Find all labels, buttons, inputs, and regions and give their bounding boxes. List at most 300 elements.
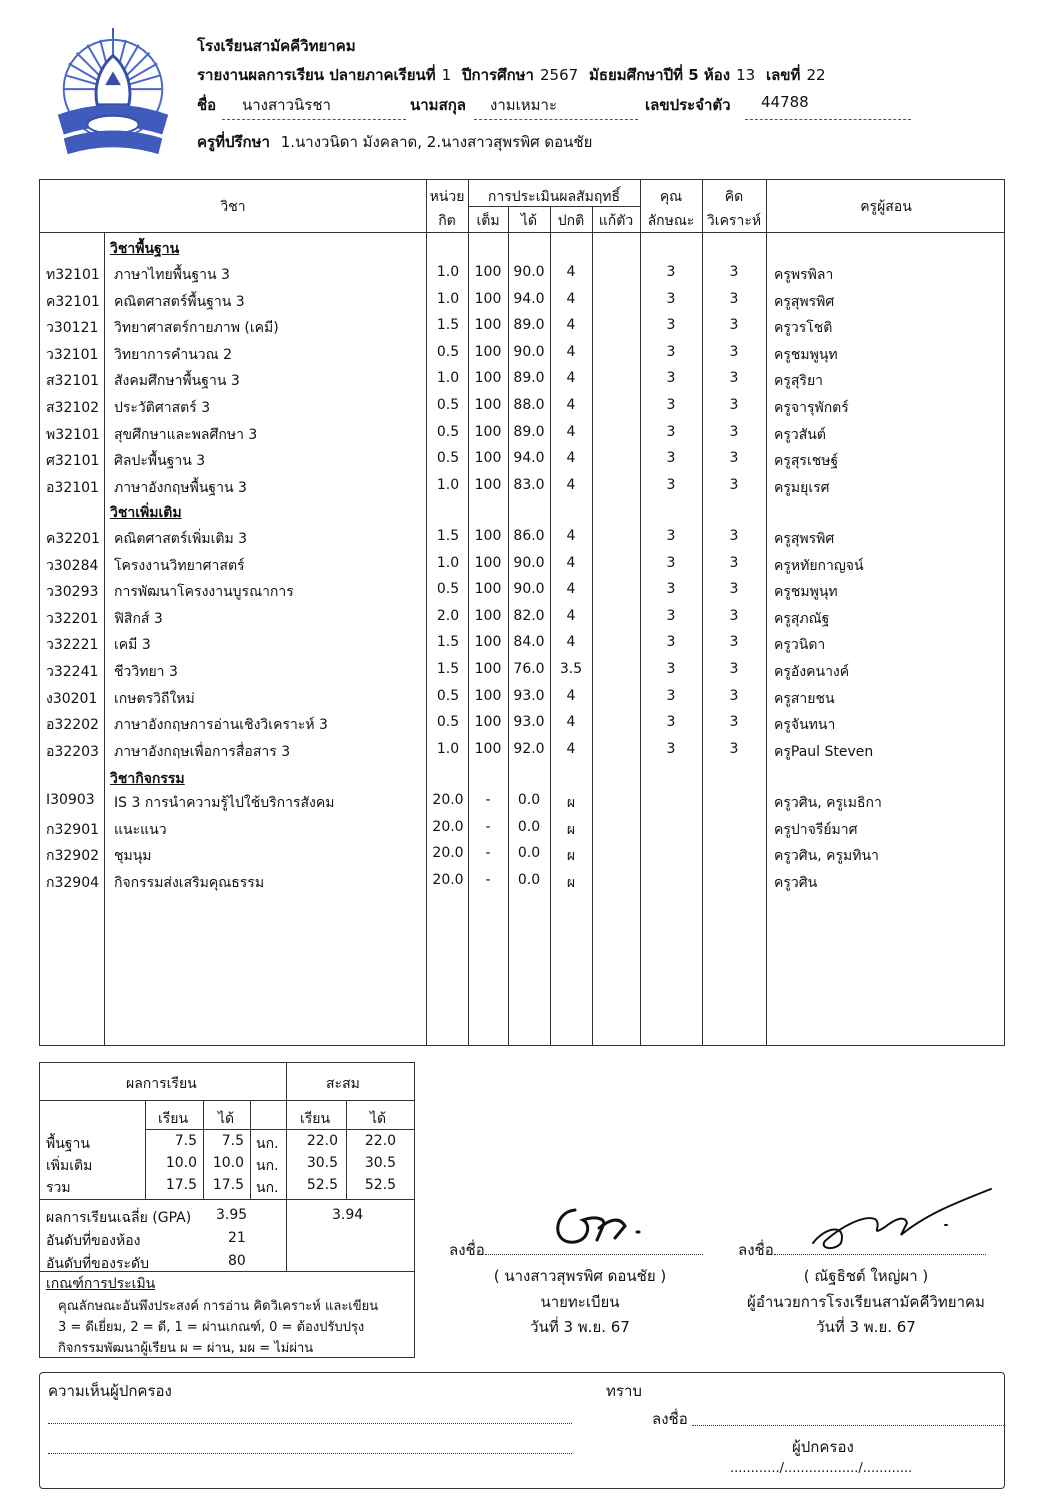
subject-code: ส32101 bbox=[46, 373, 100, 390]
score-full: 100 bbox=[474, 290, 502, 307]
number-label: เลขที่ bbox=[765, 66, 801, 84]
summary-cum-got: 30.5 bbox=[364, 1155, 396, 1171]
grade-thinking: 3 bbox=[729, 397, 739, 413]
subject-credit: 1.0 bbox=[436, 554, 460, 571]
table-row bbox=[40, 841, 1006, 867]
summary-got: 17.5 bbox=[212, 1177, 244, 1193]
subject-credit: 1.5 bbox=[436, 528, 460, 544]
director-dotline bbox=[774, 1238, 986, 1255]
score-full: - bbox=[485, 792, 491, 808]
subject-credit: 1.0 bbox=[436, 290, 460, 307]
parent-date-line[interactable]: ............/................../............ bbox=[730, 1461, 913, 1476]
subject-credit: 1.5 bbox=[436, 661, 460, 677]
rank-level-value: 80 bbox=[228, 1253, 246, 1269]
grade-normal: ผ bbox=[566, 795, 576, 811]
grade-characteristic: 3 bbox=[666, 317, 676, 334]
subject-credit: 0.5 bbox=[436, 581, 460, 598]
score-full: - bbox=[485, 845, 491, 862]
score-full: 100 bbox=[474, 397, 502, 413]
grade-thinking: 3 bbox=[729, 581, 739, 598]
teacher-name: ครูสุรเชษฐ์ bbox=[774, 453, 839, 470]
score-got: 82.0 bbox=[513, 607, 545, 624]
criteria-title: เกณฑ์การประเมิน bbox=[46, 1276, 156, 1292]
score-got: 90.0 bbox=[513, 343, 545, 360]
subject-code: ว32241 bbox=[46, 664, 99, 680]
score-got: 88.0 bbox=[513, 397, 545, 413]
teacher-name: ครูจันทนา bbox=[774, 717, 836, 734]
grade-thinking: 3 bbox=[729, 740, 739, 757]
subject-code: ก32902 bbox=[46, 848, 100, 865]
grade-characteristic: 3 bbox=[666, 528, 676, 544]
table-row bbox=[40, 260, 1006, 286]
year-label: ปีการศึกษา bbox=[461, 66, 534, 84]
score-full: 100 bbox=[474, 714, 502, 731]
subject-credit: 1.5 bbox=[436, 317, 460, 334]
subject-credit: 20.0 bbox=[432, 845, 464, 862]
grade-normal: ผ bbox=[566, 874, 576, 891]
summary-studied: 7.5 bbox=[174, 1133, 197, 1149]
parent-role: ผู้ปกครอง bbox=[792, 1438, 854, 1456]
grade-normal: 4 bbox=[566, 450, 576, 467]
parent-opinion-box bbox=[39, 1372, 1005, 1489]
subject-name: IS 3 การนำความรู้ไปใช้บริการสังคม bbox=[114, 795, 335, 811]
teacher-name: ครูหทัยกาญจน์ bbox=[774, 557, 864, 574]
grade-normal: 3.5 bbox=[559, 661, 583, 677]
rank-room-value: 21 bbox=[228, 1230, 246, 1246]
subject-credit: 2.0 bbox=[436, 607, 460, 624]
summary-studied: 10.0 bbox=[165, 1155, 197, 1171]
summary-cum-got: 22.0 bbox=[364, 1133, 396, 1149]
score-got: 86.0 bbox=[513, 528, 545, 544]
subject-code: ท32101 bbox=[46, 267, 100, 283]
year: 2567 bbox=[539, 66, 579, 84]
room: 13 bbox=[736, 66, 756, 84]
grade-thinking: 3 bbox=[729, 370, 739, 387]
table-row bbox=[40, 788, 1006, 814]
score-got: 0.0 bbox=[517, 818, 541, 835]
score-got: 76.0 bbox=[513, 661, 545, 677]
registrar-role: นายทะเบียน bbox=[540, 1293, 620, 1311]
table-row bbox=[40, 604, 1006, 630]
subject-name: คณิตศาสตร์พื้นฐาน 3 bbox=[114, 293, 245, 310]
score-full: 100 bbox=[474, 581, 502, 598]
score-full: 100 bbox=[474, 450, 502, 467]
score-got: 93.0 bbox=[513, 687, 545, 704]
header-full: เต็ม bbox=[476, 213, 500, 229]
gpa-value: 3.95 bbox=[216, 1207, 248, 1223]
subject-code: ว30121 bbox=[46, 320, 99, 337]
student-id: 44788 bbox=[761, 93, 809, 111]
table-row bbox=[40, 340, 1006, 366]
grade-characteristic: 3 bbox=[666, 740, 676, 757]
header-char-1: คุณ bbox=[659, 189, 683, 205]
subject-credit: 1.0 bbox=[436, 264, 460, 280]
registrar-date: วันที่ 3 พ.ย. 67 bbox=[530, 1318, 630, 1336]
subject-code: ง30201 bbox=[46, 690, 98, 707]
subject-name: ภาษาอังกฤษการอ่านเชิงวิเคราะห์ 3 bbox=[114, 717, 328, 734]
school-name: โรงเรียนสามัคคีวิทยาคม bbox=[197, 37, 356, 55]
grade-thinking: 3 bbox=[729, 290, 739, 307]
subject-name: แนะแนว bbox=[114, 821, 167, 838]
score-got: 0.0 bbox=[517, 845, 541, 862]
table-row bbox=[40, 524, 1006, 550]
teacher-name: ครูวรโชติ bbox=[774, 320, 833, 337]
subject-name: สังคมศึกษาพื้นฐาน 3 bbox=[114, 373, 240, 390]
score-full: 100 bbox=[474, 370, 502, 387]
criteria-line-2: 3 = ดีเยี่ยม, 2 = ดี, 1 = ผ่านเกณฑ์, 0 = ต้องปรับปรุง bbox=[58, 1320, 365, 1335]
score-full: 100 bbox=[474, 343, 502, 360]
parent-sign-label: ลงชื่อ bbox=[652, 1410, 688, 1428]
table-row bbox=[40, 710, 1006, 736]
header-credit-2: กิต bbox=[438, 213, 456, 229]
subject-code: ค32101 bbox=[46, 293, 100, 310]
score-got: 89.0 bbox=[513, 370, 545, 387]
registrar-dotline bbox=[485, 1238, 703, 1255]
grade-thinking: 3 bbox=[729, 634, 739, 651]
director-name: ( ณัฐธิชต์ ใหญ่ผา ) bbox=[803, 1267, 929, 1285]
score-got: 0.0 bbox=[517, 792, 541, 808]
header-think-1: คิด bbox=[724, 189, 744, 205]
grade-thinking: 3 bbox=[729, 343, 739, 360]
got-header: ได้ bbox=[218, 1111, 235, 1127]
table-row bbox=[40, 473, 1006, 499]
subject-name: เคมี 3 bbox=[114, 637, 151, 654]
subject-name: ชีววิทยา 3 bbox=[114, 664, 178, 680]
score-full: 100 bbox=[474, 607, 502, 624]
table-row bbox=[40, 737, 1006, 763]
grade-characteristic: 3 bbox=[666, 290, 676, 307]
cum-studied-header: เรียน bbox=[300, 1111, 331, 1127]
grade-thinking: 3 bbox=[729, 661, 739, 677]
grade-thinking: 3 bbox=[729, 450, 739, 467]
teacher-name: ครูชมพูนุท bbox=[774, 584, 838, 601]
grade-characteristic: 3 bbox=[666, 343, 676, 360]
registrar-sign-label: ลงชื่อ bbox=[449, 1241, 485, 1259]
grade-normal: ผ bbox=[566, 821, 576, 838]
grade-characteristic: 3 bbox=[666, 554, 676, 571]
grade-normal: ผ bbox=[566, 848, 576, 865]
summary-box bbox=[39, 1062, 415, 1358]
header-credit-1: หน่วย bbox=[429, 189, 465, 205]
summary-unit: นก. bbox=[256, 1180, 279, 1196]
registrar-name: ( นางสาวสุพรพิศ ดอนชัย ) bbox=[493, 1267, 667, 1285]
rank-level-label: อันดับที่ของระดับ bbox=[46, 1256, 150, 1272]
summary-got: 10.0 bbox=[212, 1155, 244, 1171]
subject-code: อ32202 bbox=[46, 717, 99, 734]
table-row bbox=[40, 577, 1006, 603]
subject-name: ภาษาไทยพื้นฐาน 3 bbox=[114, 267, 230, 283]
subject-credit: 1.0 bbox=[436, 370, 460, 387]
score-full: - bbox=[485, 818, 491, 835]
header-char-2: ลักษณะ bbox=[647, 213, 695, 229]
table-row bbox=[40, 815, 1006, 841]
subject-name: ชุมนุม bbox=[114, 848, 152, 865]
grade-thinking: 3 bbox=[729, 528, 739, 544]
grade-normal: 4 bbox=[566, 607, 576, 624]
grade-thinking: 3 bbox=[729, 714, 739, 731]
advisor-names: 1.นางวนิดา มังคลาด, 2.นางสาวสุพรพิศ ดอนชัย bbox=[280, 133, 593, 151]
subject-credit: 1.0 bbox=[436, 476, 460, 493]
subject-name: การพัฒนาโครงงานบูรณาการ bbox=[114, 584, 294, 601]
student-number: 22 bbox=[806, 66, 826, 84]
grade-normal: 4 bbox=[566, 528, 576, 544]
teacher-name: ครูPaul Steven bbox=[774, 743, 874, 760]
results-label: ผลการเรียน bbox=[126, 1076, 197, 1092]
table-row bbox=[40, 446, 1006, 472]
name-label: ชื่อ bbox=[197, 96, 217, 114]
score-full: - bbox=[485, 871, 491, 888]
grade-characteristic: 3 bbox=[666, 264, 676, 280]
score-full: 100 bbox=[474, 476, 502, 493]
grade-normal: 4 bbox=[566, 370, 576, 387]
score-got: 90.0 bbox=[513, 554, 545, 571]
score-got: 84.0 bbox=[513, 634, 545, 651]
table-row bbox=[40, 313, 1006, 339]
header-think-2: วิเคราะห์ bbox=[706, 213, 762, 229]
teacher-name: ครูปาจรีย์มาศ bbox=[774, 821, 858, 838]
summary-cum-got: 52.5 bbox=[364, 1177, 396, 1193]
header-got: ได้ bbox=[520, 213, 538, 229]
teacher-name: ครูวสันต์ bbox=[774, 426, 826, 443]
subject-name: เกษตรวิถีใหม่ bbox=[114, 690, 195, 707]
student-name: นางสาวนิรชา bbox=[242, 96, 331, 114]
report-title bbox=[197, 63, 832, 87]
cum-gpa-value: 3.94 bbox=[332, 1207, 364, 1223]
score-got: 83.0 bbox=[513, 476, 545, 493]
subject-credit: 0.5 bbox=[436, 397, 460, 413]
subject-name: ฟิสิกส์ 3 bbox=[114, 610, 163, 627]
score-full: 100 bbox=[474, 528, 502, 544]
subject-code: ก32901 bbox=[46, 821, 100, 838]
table-row bbox=[40, 551, 1006, 577]
grade-thinking: 3 bbox=[729, 264, 739, 280]
header-normal: ปกติ bbox=[557, 213, 585, 229]
subject-credit: 1.0 bbox=[436, 740, 460, 757]
parent-opinion-line-2[interactable] bbox=[48, 1437, 572, 1454]
term: 1 bbox=[441, 66, 452, 84]
summary-studied: 17.5 bbox=[165, 1177, 197, 1193]
subject-code: ว30284 bbox=[46, 557, 99, 574]
subject-code: ค32201 bbox=[46, 531, 100, 547]
id-field bbox=[745, 93, 911, 120]
parent-ack-label: ทราบ bbox=[606, 1382, 642, 1400]
director-date: วันที่ 3 พ.ย. 67 bbox=[816, 1318, 916, 1336]
criteria-line-1: คุณลักษณะอันพึงประสงค์ การอ่าน คิดวิเคราะห์ และเขียน bbox=[58, 1299, 379, 1314]
category-additional: วิชาเพิ่มเติม bbox=[110, 505, 182, 521]
table-row bbox=[40, 393, 1006, 419]
subject-credit: 0.5 bbox=[436, 687, 460, 704]
score-full: 100 bbox=[474, 661, 502, 677]
parent-opinion-label: ความเห็นผู้ปกครอง bbox=[48, 1382, 172, 1400]
summary-cum-studied: 30.5 bbox=[306, 1155, 338, 1171]
table-row bbox=[40, 657, 1006, 683]
header-fix: แก้ตัว bbox=[598, 213, 634, 229]
summary-cum-studied: 52.5 bbox=[306, 1177, 338, 1193]
grade-normal: 4 bbox=[566, 290, 576, 307]
id-label: เลขประจำตัว bbox=[645, 96, 731, 114]
criteria-line-3: กิจกรรมพัฒนาผู้เรียน ผ = ผ่าน, มผ = ไม่ผ่าน bbox=[58, 1341, 314, 1356]
score-got: 89.0 bbox=[513, 423, 545, 440]
category-basic: วิชาพื้นฐาน bbox=[110, 241, 180, 257]
teacher-name: ครูวนิดา bbox=[774, 637, 826, 654]
table-row bbox=[40, 684, 1006, 710]
subject-credit: 0.5 bbox=[436, 450, 460, 467]
parent-opinion-line-1[interactable] bbox=[48, 1407, 572, 1424]
teacher-name: ครูสายชน bbox=[774, 690, 835, 707]
subject-name: ศิลปะพื้นฐาน 3 bbox=[114, 453, 206, 470]
teacher-name: ครูสุพรพิศ bbox=[774, 531, 835, 547]
director-role: ผู้อำนวยการโรงเรียนสามัคคีวิทยาคม bbox=[747, 1293, 985, 1311]
score-got: 94.0 bbox=[513, 450, 545, 467]
score-got: 90.0 bbox=[513, 581, 545, 598]
score-got: 0.0 bbox=[517, 871, 541, 888]
score-got: 89.0 bbox=[513, 317, 545, 334]
subject-code: ศ32101 bbox=[46, 453, 100, 470]
subject-credit: 20.0 bbox=[432, 792, 464, 808]
cumulative-label: สะสม bbox=[326, 1076, 360, 1092]
subject-name: ภาษาอังกฤษพื้นฐาน 3 bbox=[114, 479, 247, 496]
teacher-name: ครูวศิน bbox=[774, 874, 818, 891]
subject-credit: 0.5 bbox=[436, 343, 460, 360]
summary-got: 7.5 bbox=[221, 1133, 244, 1149]
table-row bbox=[40, 287, 1006, 313]
grade-label: มัธยมศึกษาปีที่ 5 ห้อง bbox=[588, 66, 731, 84]
grade-characteristic: 3 bbox=[666, 370, 676, 387]
subject-credit: 1.5 bbox=[436, 634, 460, 651]
score-full: 100 bbox=[474, 687, 502, 704]
grade-normal: 4 bbox=[566, 343, 576, 360]
advisor-line bbox=[197, 130, 598, 154]
header-assessment: การประเมินผลสัมฤทธิ์ bbox=[487, 189, 621, 205]
grade-normal: 4 bbox=[566, 740, 576, 757]
grade-normal: 4 bbox=[566, 476, 576, 493]
grade-normal: 4 bbox=[566, 687, 576, 704]
director-sign-label: ลงชื่อ bbox=[738, 1241, 774, 1259]
parent-sign-line[interactable] bbox=[692, 1409, 1004, 1426]
studied-header: เรียน bbox=[158, 1111, 189, 1127]
teacher-name: ครูชมพูนุท bbox=[774, 346, 838, 363]
surname-label: นามสกุล bbox=[410, 96, 466, 114]
grade-characteristic: 3 bbox=[666, 661, 676, 677]
summary-cum-studied: 22.0 bbox=[306, 1133, 338, 1149]
advisor-label: ครูที่ปรึกษา bbox=[197, 133, 270, 151]
summary-unit: นก. bbox=[256, 1136, 279, 1152]
subject-name: ประวัติศาสตร์ 3 bbox=[114, 400, 211, 416]
table-row bbox=[40, 630, 1006, 656]
grade-normal: 4 bbox=[566, 423, 576, 440]
school-logo-icon bbox=[44, 28, 182, 166]
score-full: 100 bbox=[474, 423, 502, 440]
grade-characteristic: 3 bbox=[666, 634, 676, 651]
table-row bbox=[40, 868, 1006, 894]
gpa-label: ผลการเรียนเฉลี่ย (GPA) bbox=[46, 1210, 192, 1226]
grade-characteristic: 3 bbox=[666, 687, 676, 704]
summary-row-label: พื้นฐาน bbox=[46, 1136, 90, 1152]
table-row bbox=[40, 366, 1006, 392]
surname-field bbox=[474, 93, 638, 120]
subject-name: กิจกรรมส่งเสริมคุณธรรม bbox=[114, 874, 265, 891]
registrar-sign-line bbox=[449, 1238, 703, 1262]
score-got: 93.0 bbox=[513, 714, 545, 731]
cum-got-header: ได้ bbox=[370, 1111, 387, 1127]
category-activity: วิชากิจกรรม bbox=[110, 771, 185, 787]
subject-code: พ32101 bbox=[46, 426, 100, 443]
summary-row-label: เพิ่มเติม bbox=[46, 1158, 93, 1174]
summary-row-label: รวม bbox=[46, 1180, 71, 1196]
student-surname: งามเหมาะ bbox=[490, 96, 558, 114]
grade-characteristic: 3 bbox=[666, 450, 676, 467]
subject-code: ก32904 bbox=[46, 874, 100, 891]
director-sign-line bbox=[738, 1238, 986, 1262]
grades-table bbox=[39, 179, 1005, 1046]
summary-unit: นก. bbox=[256, 1158, 279, 1174]
subject-credit: 0.5 bbox=[436, 714, 460, 731]
subject-credit: 20.0 bbox=[432, 871, 464, 888]
subject-name: วิทยาศาสตร์กายภาพ (เคมี) bbox=[114, 320, 279, 337]
score-full: 100 bbox=[474, 554, 502, 571]
grade-thinking: 3 bbox=[729, 607, 739, 624]
subject-code: อ32101 bbox=[46, 479, 99, 496]
header-teacher: ครูผู้สอน bbox=[860, 199, 912, 215]
report-label: รายงานผลการเรียน ปลายภาคเรียนที่ bbox=[197, 66, 436, 84]
score-full: 100 bbox=[474, 740, 502, 757]
subject-name: วิทยาการคำนวณ 2 bbox=[114, 346, 233, 363]
grade-thinking: 3 bbox=[729, 554, 739, 571]
teacher-name: ครูวศิน, ครูมทินา bbox=[774, 848, 879, 865]
grade-normal: 4 bbox=[566, 554, 576, 571]
score-full: 100 bbox=[474, 634, 502, 651]
grade-characteristic: 3 bbox=[666, 423, 676, 440]
grade-normal: 4 bbox=[566, 317, 576, 334]
subject-code: ส32102 bbox=[46, 400, 100, 416]
subject-credit: 20.0 bbox=[432, 818, 464, 835]
score-full: 100 bbox=[474, 264, 502, 280]
rank-room-label: อันดับที่ของห้อง bbox=[46, 1233, 141, 1249]
grade-thinking: 3 bbox=[729, 317, 739, 334]
grade-normal: 4 bbox=[566, 634, 576, 651]
grade-characteristic: 3 bbox=[666, 714, 676, 731]
subject-code: อ32203 bbox=[46, 743, 99, 760]
teacher-name: ครูสุพรพิศ bbox=[774, 293, 835, 310]
subject-name: ภาษาอังกฤษเพื่อการสื่อสาร 3 bbox=[114, 743, 291, 760]
teacher-name: ครูสุริยา bbox=[774, 373, 824, 390]
grade-characteristic: 3 bbox=[666, 581, 676, 598]
subject-code: ว30293 bbox=[46, 584, 99, 601]
score-full: 100 bbox=[474, 317, 502, 334]
grade-characteristic: 3 bbox=[666, 476, 676, 493]
subject-name: คณิตศาสตร์เพิ่มเติม 3 bbox=[114, 531, 248, 547]
subject-code: ว32201 bbox=[46, 610, 99, 627]
teacher-name: ครูอังคนางค์ bbox=[774, 664, 850, 680]
subject-code: I30903 bbox=[46, 792, 95, 808]
grade-characteristic: 3 bbox=[666, 607, 676, 624]
subject-name: สุขศึกษาและพลศึกษา 3 bbox=[114, 426, 258, 443]
header-subject: วิชา bbox=[220, 199, 246, 215]
teacher-name: ครูมยุเรศ bbox=[774, 479, 830, 496]
teacher-name: ครูสุภณัฐ bbox=[774, 610, 830, 627]
subject-name: โครงงานวิทยาศาสตร์ bbox=[114, 557, 245, 574]
table-row bbox=[40, 420, 1006, 446]
score-got: 94.0 bbox=[513, 290, 545, 307]
grade-characteristic: 3 bbox=[666, 397, 676, 413]
grade-normal: 4 bbox=[566, 581, 576, 598]
teacher-name: ครูวศิน, ครูเมธิกา bbox=[774, 795, 882, 811]
score-got: 90.0 bbox=[513, 264, 545, 280]
grade-thinking: 3 bbox=[729, 423, 739, 440]
name-field bbox=[222, 93, 406, 120]
teacher-name: ครูพรพิลา bbox=[774, 267, 834, 283]
grade-thinking: 3 bbox=[729, 687, 739, 704]
